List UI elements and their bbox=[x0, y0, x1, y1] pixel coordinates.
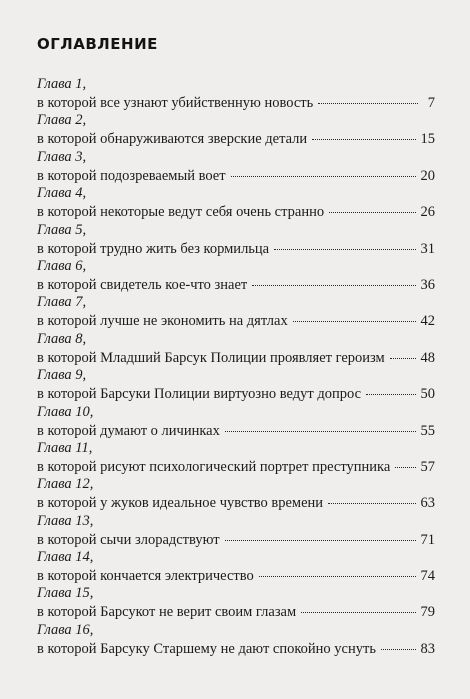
chapter-label: Глава 6, bbox=[37, 257, 87, 274]
chapter-description: в которой Барсукот не верит своим глазам bbox=[37, 604, 297, 621]
toc-entry bbox=[37, 513, 435, 549]
page-number: 15 bbox=[420, 131, 435, 148]
chapter-label: Глава 16, bbox=[37, 621, 94, 638]
chapter-label: Глава 14, bbox=[37, 549, 94, 566]
page-number: 63 bbox=[420, 495, 435, 512]
toc-entry bbox=[37, 622, 435, 658]
dot-leader bbox=[318, 103, 418, 104]
page-number: 20 bbox=[420, 167, 435, 184]
entry-line bbox=[37, 241, 435, 259]
dot-leader bbox=[231, 176, 416, 177]
chapter-description: в которой все узнают убийственную новость bbox=[37, 95, 314, 111]
dot-leader bbox=[293, 321, 416, 322]
entry-line bbox=[37, 641, 435, 659]
toc-entry bbox=[37, 549, 435, 585]
entry-line bbox=[37, 568, 435, 586]
chapter-label: Глава 2, bbox=[37, 112, 87, 129]
page-number: 48 bbox=[420, 349, 435, 366]
dot-leader bbox=[225, 431, 416, 432]
chapter-label: Глава 3, bbox=[37, 148, 87, 165]
page-number: 26 bbox=[420, 204, 435, 221]
chapter-description: в которой рисуют психологический портрет преступника bbox=[37, 458, 391, 475]
chapter-label: Глава 12, bbox=[37, 476, 94, 493]
page-number: 50 bbox=[420, 386, 435, 403]
entry-line bbox=[37, 204, 435, 222]
toc-entry bbox=[37, 440, 435, 476]
chapter-description: в которой у жуков идеальное чувство времени bbox=[37, 495, 324, 512]
toc-entry bbox=[37, 585, 435, 621]
chapter-label: Глава 9, bbox=[37, 367, 87, 384]
entry-line bbox=[37, 168, 435, 186]
chapter-description: в которой Младший Барсук Полиции проявляет героизм bbox=[37, 349, 385, 366]
page-number: 74 bbox=[420, 568, 435, 585]
entry-line bbox=[37, 423, 435, 441]
dot-leader bbox=[301, 612, 415, 613]
chapter-label: Глава 10, bbox=[37, 403, 94, 420]
chapter-description: в которой Барсуки Полиции виртуозно ведут допрос bbox=[37, 386, 362, 403]
entry-line bbox=[37, 459, 435, 477]
chapter-description: в которой сычи злорадствуют bbox=[37, 531, 220, 548]
page-number: 7 bbox=[427, 95, 435, 111]
dot-leader bbox=[225, 540, 416, 541]
dot-leader bbox=[329, 212, 415, 213]
chapter-description: в которой думают о личинках bbox=[37, 422, 220, 439]
chapter-label: Глава 7, bbox=[37, 294, 87, 311]
page-title: оглавление bbox=[37, 30, 158, 54]
chapter-description: в которой обнаруживаются зверские детали bbox=[37, 131, 308, 148]
page-number: 42 bbox=[420, 313, 435, 330]
page-number: 79 bbox=[420, 604, 435, 621]
chapter-label: Глава 15, bbox=[37, 585, 94, 602]
toc-entry bbox=[37, 331, 435, 367]
table-of-contents bbox=[37, 76, 435, 658]
page-number: 71 bbox=[420, 531, 435, 548]
dot-leader bbox=[252, 285, 415, 286]
chapter-label: Глава 5, bbox=[37, 221, 87, 238]
dot-leader bbox=[395, 467, 415, 468]
page-number: 83 bbox=[420, 640, 435, 657]
dot-leader bbox=[328, 503, 415, 504]
chapter-description: в которой некоторые ведут себя очень странно bbox=[37, 204, 325, 221]
toc-entry bbox=[37, 476, 435, 512]
entry-line bbox=[37, 350, 435, 368]
toc-entry bbox=[37, 185, 435, 221]
dot-leader bbox=[366, 394, 415, 395]
page-number: 57 bbox=[420, 458, 435, 475]
toc-entry bbox=[37, 404, 435, 440]
toc-entry bbox=[37, 222, 435, 258]
chapter-description: в которой Барсуку Старшему не дают спокойно уснуть bbox=[37, 640, 376, 657]
toc-entry bbox=[37, 112, 435, 148]
chapter-description: в которой свидетель кое-что знает bbox=[37, 276, 248, 293]
dot-leader bbox=[381, 649, 416, 650]
toc-entry bbox=[37, 258, 435, 294]
chapter-description: в которой трудно жить без кормильца bbox=[37, 240, 270, 257]
page-number: 31 bbox=[420, 240, 435, 257]
chapter-description: в которой подозреваемый воет bbox=[37, 167, 226, 184]
entry-line bbox=[37, 313, 435, 331]
chapter-description: в которой кончается электричество bbox=[37, 568, 254, 585]
entry-line bbox=[37, 532, 435, 550]
entry-line bbox=[37, 386, 435, 404]
dot-leader bbox=[274, 249, 415, 250]
page-number: 36 bbox=[420, 276, 435, 293]
chapter-label: Глава 4, bbox=[37, 185, 87, 202]
entry-line bbox=[37, 131, 435, 149]
page-number: 55 bbox=[420, 422, 435, 439]
chapter-label: Глава 8, bbox=[37, 330, 87, 347]
entry-line bbox=[37, 495, 435, 513]
toc-entry bbox=[37, 294, 435, 330]
dot-leader bbox=[259, 576, 416, 577]
chapter-label: Глава 11, bbox=[37, 439, 93, 456]
dot-leader bbox=[312, 139, 415, 140]
entry-line bbox=[37, 95, 435, 113]
toc-entry bbox=[37, 367, 435, 403]
chapter-label: Глава 13, bbox=[37, 512, 94, 529]
dot-leader bbox=[390, 358, 416, 359]
chapter-description: в которой лучше не экономить на дятлах bbox=[37, 313, 288, 330]
entry-line bbox=[37, 604, 435, 622]
entry-line bbox=[37, 277, 435, 295]
toc-entry bbox=[37, 149, 435, 185]
toc-entry bbox=[37, 76, 435, 112]
chapter-label: Глава 1, bbox=[37, 76, 87, 92]
